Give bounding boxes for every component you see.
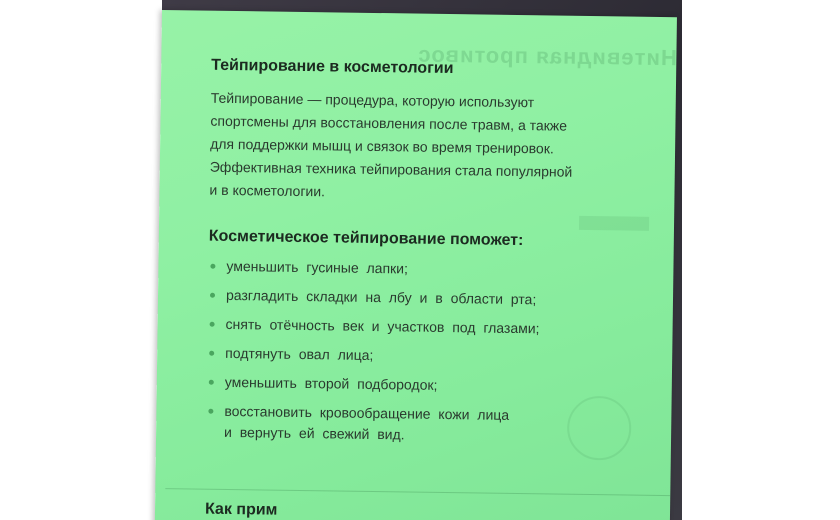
benefit-text: разгладить складки на лбу и в области рта; bbox=[225, 286, 537, 308]
benefit-item bbox=[208, 285, 648, 312]
benefit-item bbox=[206, 401, 647, 449]
benefits-heading: Косметическое тейпирование поможет: bbox=[208, 227, 524, 250]
bullet-icon bbox=[209, 380, 214, 385]
paragraph-line: спортсмены для восстановления после травм, а также bbox=[210, 112, 568, 134]
intro-paragraph bbox=[209, 87, 651, 208]
benefit-text: снять отёчность век и участков под глазами; bbox=[225, 315, 540, 337]
benefit-item bbox=[207, 343, 647, 370]
paragraph-line: для поддержки мышц и связок во время тренировок. bbox=[210, 135, 554, 157]
benefit-text-continuation: и вернуть ей свежий вид. bbox=[224, 423, 405, 443]
bullet-icon bbox=[210, 322, 215, 327]
green-leaflet bbox=[155, 10, 677, 520]
benefit-text: уменьшить второй подбородок; bbox=[224, 373, 438, 393]
paragraph-line: и в косметологии. bbox=[209, 181, 326, 200]
bullet-icon bbox=[208, 409, 213, 414]
paragraph-line: Тейпирование — процедура, которую используют bbox=[210, 89, 535, 111]
benefit-text: уменьшить гусиные лапки; bbox=[226, 257, 409, 277]
bleed-through-text: Нитевидная противос bbox=[416, 41, 677, 71]
section-divider bbox=[165, 488, 670, 496]
leaflet-title: Тейпирование в косметологии bbox=[211, 56, 454, 78]
next-section-heading: Как прим bbox=[204, 500, 278, 519]
bullet-icon bbox=[210, 264, 215, 269]
paragraph-line: Эффективная техника тейпирования стала популярной bbox=[209, 158, 573, 180]
benefit-item bbox=[207, 314, 647, 341]
benefit-text: подтянуть овал лица; bbox=[225, 344, 374, 363]
leaflet-content bbox=[206, 57, 651, 457]
benefit-item bbox=[208, 256, 648, 283]
bullet-icon bbox=[210, 293, 215, 298]
bullet-icon bbox=[209, 351, 214, 356]
benefit-item bbox=[207, 372, 647, 399]
benefits-list bbox=[206, 256, 649, 449]
benefit-text: восстановить кровообращение кожи лица bbox=[224, 402, 510, 423]
